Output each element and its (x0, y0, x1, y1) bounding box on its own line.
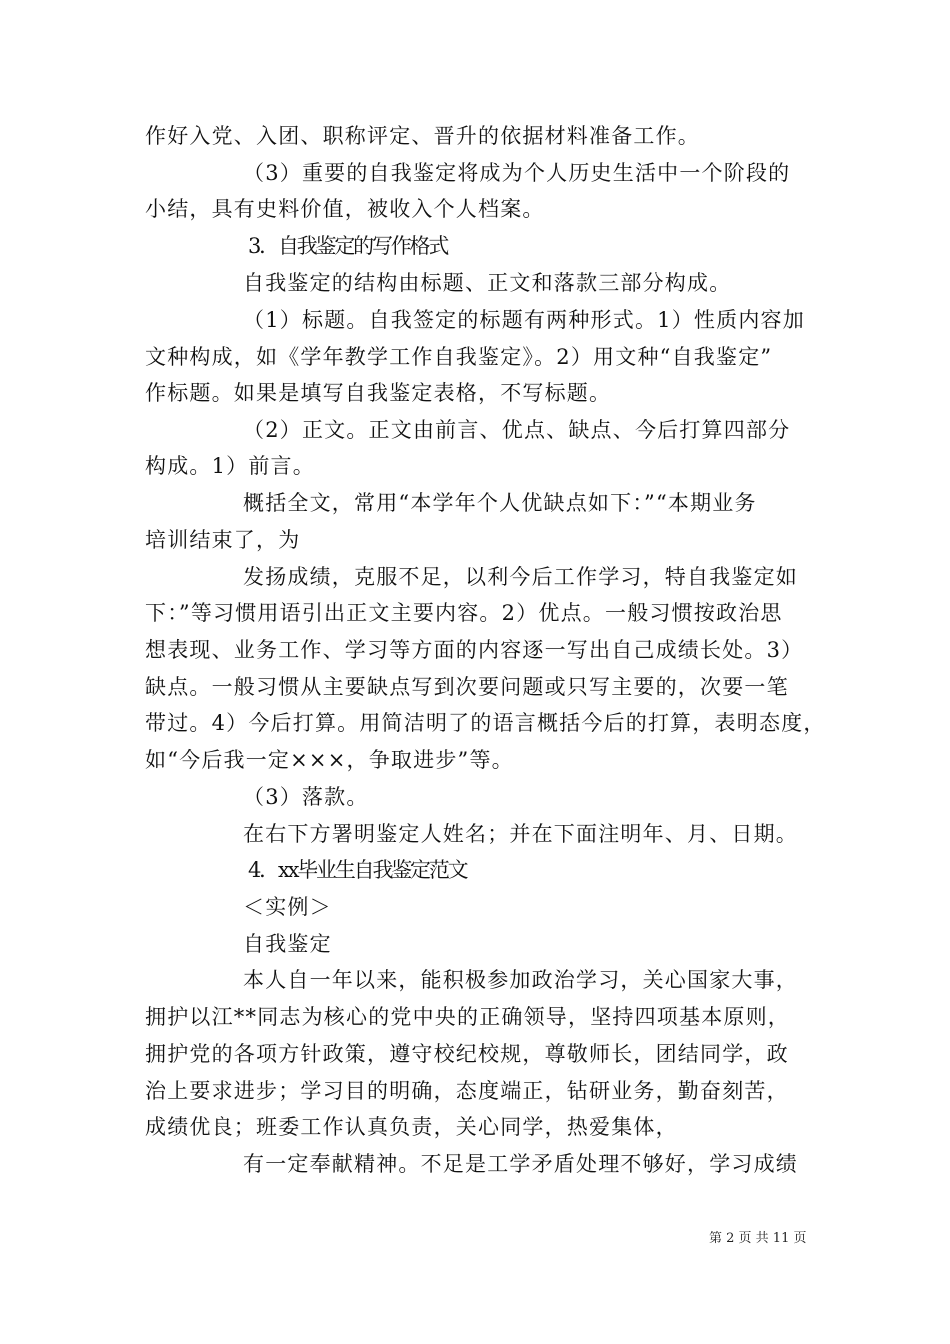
text-line: 培训结束了，为 (145, 528, 301, 552)
text-line: 想表现、业务工作、学习等方面的内容逐一写出自己成绩长处。3） (145, 638, 804, 662)
text-line: 带过。4）今后打算。用简洁明了的语言概括今后的打算，表明态度， (145, 711, 826, 735)
text-line: ＜实例＞ (243, 895, 332, 919)
text-line: 自我鉴定的结构由标题、正文和落款三部分构成。 (243, 271, 732, 295)
text-line: 治上要求进步；学习目的明确，态度端正，钻研业务，勤奋刻苦， (145, 1079, 789, 1103)
text-line: 文种构成，如《学年教学工作自我鉴定》。2）用文种“自我鉴定” (145, 345, 773, 369)
text-line: 缺点。一般习惯从主要缺点写到次要问题或只写主要的，次要一笔 (145, 675, 789, 699)
text-line: 构成。1）前言。 (145, 454, 315, 478)
text-line: （1）标题。自我签定的标题有两种形式。1）性质内容加 (243, 308, 805, 332)
text-line: 拥护以江**同志为核心的党中央的正确领导，坚持四项基本原则， (145, 1005, 790, 1029)
text-line: 作好入党、入团、职称评定、晋升的依据材料准备工作。 (145, 124, 700, 148)
text-line: （3）重要的自我鉴定将成为个人历史生活中一个阶段的 (243, 161, 791, 185)
section-heading: 3．自我鉴定的写作格式 (248, 234, 448, 258)
text-line: 如“今后我一定×××，争取进步”等。 (145, 748, 514, 772)
text-line: 发扬成绩，克服不足，以利今后工作学习，特自我鉴定如 (243, 565, 798, 589)
text-line: 有一定奉献精神。不足是工学矛盾处理不够好，学习成绩 (243, 1152, 798, 1176)
example-title: 自我鉴定 (243, 932, 332, 956)
text-line: 作标题。如果是填写自我鉴定表格，不写标题。 (145, 381, 612, 405)
text-line: 小结，具有史料价值，被收入个人档案。 (145, 197, 545, 221)
text-line: 本人自一年以来，能积极参加政治学习，关心国家大事， (243, 968, 798, 992)
text-line: 下：”等习惯用语引出正文主要内容。2）优点。一般习惯按政治思 (145, 601, 783, 625)
text-line: 概括全文，常用“本学年个人优缺点如下：”“本期业务 (243, 491, 757, 515)
text-line: 成绩优良；班委工作认真负责，关心同学，热爱集体， (145, 1115, 678, 1139)
page-number-footer: 第 2 页 共 11 页 (709, 1231, 807, 1246)
text-line: 拥护党的各项方针政策，遵守校纪校规，尊敬师长，团结同学，政 (145, 1042, 789, 1066)
text-line: （3）落款。 (243, 785, 369, 809)
section-heading: 4．xx毕业生自我鉴定范文 (248, 858, 467, 882)
text-line: 在右下方署明鉴定人姓名；并在下面注明年、月、日期。 (243, 822, 798, 846)
text-line: （2）正文。正文由前言、优点、缺点、今后打算四部分 (243, 418, 791, 442)
